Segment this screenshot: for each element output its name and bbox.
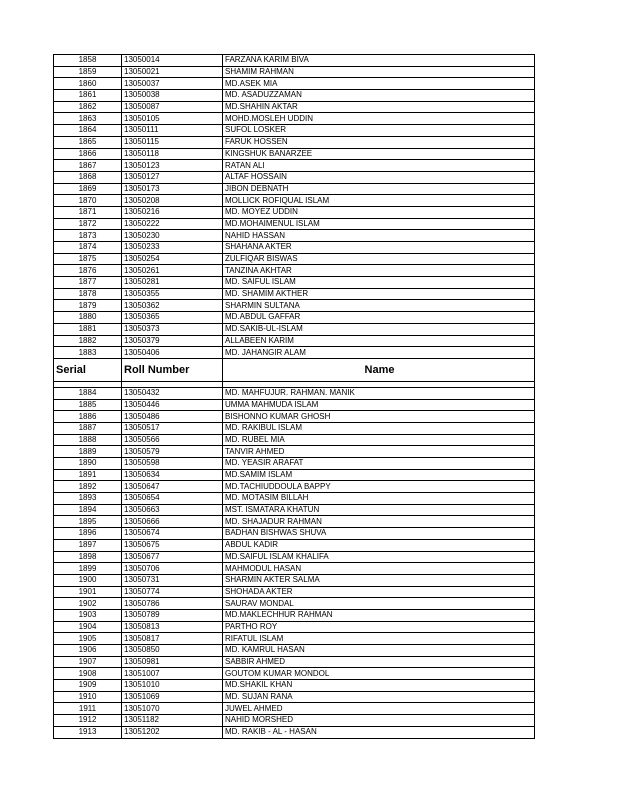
name-cell: MD. JAHANGIR ALAM — [223, 347, 535, 359]
serial-cell: 1893 — [54, 493, 122, 505]
name-cell: MD. YEASIR ARAFAT — [223, 458, 535, 470]
name-cell: RATAN ALI — [223, 160, 535, 172]
table-row — [54, 183, 535, 195]
roll-number-cell: 13050579 — [122, 446, 223, 458]
header-serial: Serial — [54, 358, 122, 381]
name-cell: MD.ASEK MIA — [223, 78, 535, 90]
table-header-row — [54, 358, 535, 381]
roll-number-table — [53, 54, 535, 739]
table-row — [54, 230, 535, 242]
roll-number-cell: 13050789 — [122, 609, 223, 621]
serial-cell: 1894 — [54, 504, 122, 516]
name-cell: SUFOL LOSKER — [223, 125, 535, 137]
table-row — [54, 458, 535, 470]
table-row — [54, 399, 535, 411]
header-roll-number: Roll Number — [122, 358, 223, 381]
roll-number-cell: 13050817 — [122, 633, 223, 645]
name-cell: MD.MAKLECHHUR RAHMAN — [223, 609, 535, 621]
serial-cell: 1886 — [54, 411, 122, 423]
serial-cell: 1896 — [54, 528, 122, 540]
name-cell: SHARMIN SULTANA — [223, 300, 535, 312]
roll-number-cell: 13050675 — [122, 539, 223, 551]
name-cell: PARTHO ROY — [223, 621, 535, 633]
roll-number-cell: 13050281 — [122, 277, 223, 289]
table-row — [54, 528, 535, 540]
serial-cell: 1889 — [54, 446, 122, 458]
name-cell: MD. SHAMIM AKTHER — [223, 288, 535, 300]
serial-cell: 1879 — [54, 300, 122, 312]
name-cell: MAHMODUL HASAN — [223, 563, 535, 575]
roll-number-cell: 13050373 — [122, 323, 223, 335]
name-cell: MOHD.MOSLEH UDDIN — [223, 113, 535, 125]
name-cell: MD. MAHFUJUR. RAHMAN. MANIK — [223, 387, 535, 399]
serial-cell: 1871 — [54, 206, 122, 218]
table-row — [54, 335, 535, 347]
name-cell: SHAHANA AKTER — [223, 242, 535, 254]
roll-number-cell: 13050981 — [122, 656, 223, 668]
roll-number-cell: 13050362 — [122, 300, 223, 312]
serial-cell: 1907 — [54, 656, 122, 668]
name-cell: FARUK HOSSEN — [223, 136, 535, 148]
table-row — [54, 668, 535, 680]
name-cell: MD.ABDUL GAFFAR — [223, 312, 535, 324]
table-row — [54, 680, 535, 692]
table-row — [54, 171, 535, 183]
roll-number-cell: 13050634 — [122, 469, 223, 481]
table-row — [54, 195, 535, 207]
roll-number-cell: 13050677 — [122, 551, 223, 563]
roll-number-cell: 13051182 — [122, 715, 223, 727]
roll-number-cell: 13050355 — [122, 288, 223, 300]
name-cell: SAURAV MONDAL — [223, 598, 535, 610]
table-row — [54, 715, 535, 727]
table-row — [54, 300, 535, 312]
table-row — [54, 242, 535, 254]
roll-number-cell: 13051202 — [122, 726, 223, 738]
serial-cell: 1872 — [54, 218, 122, 230]
serial-cell: 1895 — [54, 516, 122, 528]
serial-cell: 1912 — [54, 715, 122, 727]
roll-number-cell: 13050222 — [122, 218, 223, 230]
serial-cell: 1864 — [54, 125, 122, 137]
roll-number-cell: 13050379 — [122, 335, 223, 347]
serial-cell: 1861 — [54, 90, 122, 102]
serial-cell: 1858 — [54, 55, 122, 67]
name-cell: MD. SAIFUL ISLAM — [223, 277, 535, 289]
table-row — [54, 422, 535, 434]
table-body-upper — [54, 55, 535, 359]
roll-number-cell: 13050115 — [122, 136, 223, 148]
table-row — [54, 574, 535, 586]
table-row — [54, 90, 535, 102]
roll-number-cell: 13050654 — [122, 493, 223, 505]
roll-number-cell: 13050173 — [122, 183, 223, 195]
table-row — [54, 253, 535, 265]
name-cell: TANZINA AKHTAR — [223, 265, 535, 277]
table-row — [54, 347, 535, 359]
table-row — [54, 55, 535, 67]
serial-cell: 1884 — [54, 387, 122, 399]
roll-number-cell: 13050647 — [122, 481, 223, 493]
name-cell: ALTAF HOSSAIN — [223, 171, 535, 183]
table-row — [54, 598, 535, 610]
serial-cell: 1913 — [54, 726, 122, 738]
name-cell: MD. ASADUZZAMAN — [223, 90, 535, 102]
table-row — [54, 493, 535, 505]
name-cell: NAHID HASSAN — [223, 230, 535, 242]
serial-cell: 1875 — [54, 253, 122, 265]
table-row — [54, 691, 535, 703]
name-cell: UMMA MAHMUDA ISLAM — [223, 399, 535, 411]
serial-cell: 1900 — [54, 574, 122, 586]
serial-cell: 1870 — [54, 195, 122, 207]
roll-number-cell: 13050432 — [122, 387, 223, 399]
roll-number-cell: 13050774 — [122, 586, 223, 598]
serial-cell: 1881 — [54, 323, 122, 335]
table-row — [54, 551, 535, 563]
serial-cell: 1873 — [54, 230, 122, 242]
roll-number-cell: 13050014 — [122, 55, 223, 67]
serial-cell: 1868 — [54, 171, 122, 183]
table-row — [54, 78, 535, 90]
name-cell: MST. ISMATARA KHATUN — [223, 504, 535, 516]
table-row — [54, 136, 535, 148]
serial-cell: 1859 — [54, 66, 122, 78]
name-cell: MD. RUBEL MIA — [223, 434, 535, 446]
name-cell: MD. MOYEZ UDDIN — [223, 206, 535, 218]
name-cell: MD.SHAKIL KHAN — [223, 680, 535, 692]
serial-cell: 1888 — [54, 434, 122, 446]
table-row — [54, 288, 535, 300]
table-row — [54, 621, 535, 633]
name-cell: MD.MOHAIMENUL ISLAM — [223, 218, 535, 230]
table-row — [54, 481, 535, 493]
table-row — [54, 586, 535, 598]
roll-number-cell: 13050038 — [122, 90, 223, 102]
table-row — [54, 218, 535, 230]
serial-cell: 1899 — [54, 563, 122, 575]
name-cell: JIBON DEBNATH — [223, 183, 535, 195]
roll-number-cell: 13050365 — [122, 312, 223, 324]
serial-cell: 1906 — [54, 645, 122, 657]
roll-number-cell: 13050446 — [122, 399, 223, 411]
table-row — [54, 726, 535, 738]
name-cell: MD.TACHIUDDOULA BAPPY — [223, 481, 535, 493]
roll-number-cell: 13050666 — [122, 516, 223, 528]
roll-number-cell: 13051070 — [122, 703, 223, 715]
roll-number-cell: 13050663 — [122, 504, 223, 516]
serial-cell: 1867 — [54, 160, 122, 172]
name-cell: MD. MOTASIM BILLAH — [223, 493, 535, 505]
serial-cell: 1892 — [54, 481, 122, 493]
serial-cell: 1877 — [54, 277, 122, 289]
serial-cell: 1876 — [54, 265, 122, 277]
name-cell: MD.SAMIM ISLAM — [223, 469, 535, 481]
name-cell: NAHID MORSHED — [223, 715, 535, 727]
name-cell: GOUTOM KUMAR MONDOL — [223, 668, 535, 680]
serial-cell: 1904 — [54, 621, 122, 633]
name-cell: MD. SUJAN RANA — [223, 691, 535, 703]
name-cell: FARZANA KARIM BIVA — [223, 55, 535, 67]
table-body-lower — [54, 387, 535, 738]
serial-cell: 1885 — [54, 399, 122, 411]
roll-number-cell: 13050254 — [122, 253, 223, 265]
table-row — [54, 125, 535, 137]
table-row — [54, 703, 535, 715]
roll-number-cell: 13050731 — [122, 574, 223, 586]
serial-cell: 1897 — [54, 539, 122, 551]
serial-cell: 1903 — [54, 609, 122, 621]
name-cell: BADHAN BISHWAS SHUVA — [223, 528, 535, 540]
name-cell: BISHONNO KUMAR GHOSH — [223, 411, 535, 423]
name-cell: SHARMIN AKTER SALMA — [223, 574, 535, 586]
table-row — [54, 113, 535, 125]
table-row — [54, 609, 535, 621]
name-cell: SHOHADA AKTER — [223, 586, 535, 598]
roll-number-cell: 13050111 — [122, 125, 223, 137]
name-cell: MD.SAKIB-UL-ISLAM — [223, 323, 535, 335]
serial-cell: 1908 — [54, 668, 122, 680]
name-cell: MD. RAKIB - AL - HASAN — [223, 726, 535, 738]
table-row — [54, 504, 535, 516]
serial-cell: 1882 — [54, 335, 122, 347]
roll-number-cell: 13050517 — [122, 422, 223, 434]
serial-cell: 1898 — [54, 551, 122, 563]
table-row — [54, 323, 535, 335]
roll-number-cell: 13050123 — [122, 160, 223, 172]
serial-cell: 1883 — [54, 347, 122, 359]
serial-cell: 1869 — [54, 183, 122, 195]
roll-number-cell: 13050706 — [122, 563, 223, 575]
table-row — [54, 66, 535, 78]
name-cell: RIFATUL ISLAM — [223, 633, 535, 645]
serial-cell: 1890 — [54, 458, 122, 470]
name-cell: ABDUL KADIR — [223, 539, 535, 551]
name-cell: MD. RAKIBUL ISLAM — [223, 422, 535, 434]
roll-number-cell: 13050786 — [122, 598, 223, 610]
roll-number-cell: 13050813 — [122, 621, 223, 633]
roll-number-cell: 13051010 — [122, 680, 223, 692]
table-row — [54, 645, 535, 657]
roll-number-cell: 13050087 — [122, 101, 223, 113]
serial-cell: 1911 — [54, 703, 122, 715]
roll-number-cell: 13051069 — [122, 691, 223, 703]
roll-number-cell: 13050216 — [122, 206, 223, 218]
roll-number-cell: 13050261 — [122, 265, 223, 277]
table-row — [54, 387, 535, 399]
roll-number-cell: 13050208 — [122, 195, 223, 207]
roll-number-cell: 13050230 — [122, 230, 223, 242]
table-row — [54, 633, 535, 645]
name-cell: ALLABEEN KARIM — [223, 335, 535, 347]
roll-number-cell: 13050118 — [122, 148, 223, 160]
serial-cell: 1874 — [54, 242, 122, 254]
name-cell: SABBIR AHMED — [223, 656, 535, 668]
name-cell: SHAMIM RAHMAN — [223, 66, 535, 78]
serial-cell: 1891 — [54, 469, 122, 481]
roll-number-cell: 13050233 — [122, 242, 223, 254]
name-cell: MD.SHAHIN AKTAR — [223, 101, 535, 113]
name-cell: MOLLICK ROFIQUAL ISLAM — [223, 195, 535, 207]
serial-cell: 1910 — [54, 691, 122, 703]
table-row — [54, 206, 535, 218]
roll-number-cell: 13050021 — [122, 66, 223, 78]
roll-number-cell: 13050105 — [122, 113, 223, 125]
serial-cell: 1902 — [54, 598, 122, 610]
name-cell: KINGSHUK BANARZEE — [223, 148, 535, 160]
serial-cell: 1880 — [54, 312, 122, 324]
serial-cell: 1878 — [54, 288, 122, 300]
table-row — [54, 277, 535, 289]
roll-number-cell: 13050037 — [122, 78, 223, 90]
serial-cell: 1866 — [54, 148, 122, 160]
name-cell: JUWEL AHMED — [223, 703, 535, 715]
serial-cell: 1865 — [54, 136, 122, 148]
table-row — [54, 160, 535, 172]
table-row — [54, 265, 535, 277]
table-row — [54, 411, 535, 423]
roll-number-cell: 13050406 — [122, 347, 223, 359]
roll-number-cell: 13050598 — [122, 458, 223, 470]
table-row — [54, 312, 535, 324]
table-row — [54, 148, 535, 160]
table-row — [54, 656, 535, 668]
table-row — [54, 563, 535, 575]
name-cell: MD. KAMRUL HASAN — [223, 645, 535, 657]
serial-cell: 1905 — [54, 633, 122, 645]
serial-cell: 1862 — [54, 101, 122, 113]
name-cell: MD. SHAJADUR RAHMAN — [223, 516, 535, 528]
roll-number-cell: 13050674 — [122, 528, 223, 540]
roll-number-cell: 13050486 — [122, 411, 223, 423]
header-name: Name — [223, 358, 535, 381]
table-row — [54, 434, 535, 446]
table-row — [54, 539, 535, 551]
table-row — [54, 101, 535, 113]
serial-cell: 1863 — [54, 113, 122, 125]
name-cell: MD.SAIFUL ISLAM KHALIFA — [223, 551, 535, 563]
roll-number-cell: 13050850 — [122, 645, 223, 657]
serial-cell: 1901 — [54, 586, 122, 598]
name-cell: TANVIR AHMED — [223, 446, 535, 458]
serial-cell: 1909 — [54, 680, 122, 692]
serial-cell: 1860 — [54, 78, 122, 90]
name-cell: ZULFIQAR BISWAS — [223, 253, 535, 265]
table-row — [54, 446, 535, 458]
roll-number-cell: 13050127 — [122, 171, 223, 183]
roll-number-cell: 13050566 — [122, 434, 223, 446]
table-header-block — [54, 358, 535, 387]
roll-list-sheet — [53, 54, 535, 739]
serial-cell: 1887 — [54, 422, 122, 434]
roll-number-cell: 13051007 — [122, 668, 223, 680]
table-row — [54, 516, 535, 528]
table-row — [54, 469, 535, 481]
